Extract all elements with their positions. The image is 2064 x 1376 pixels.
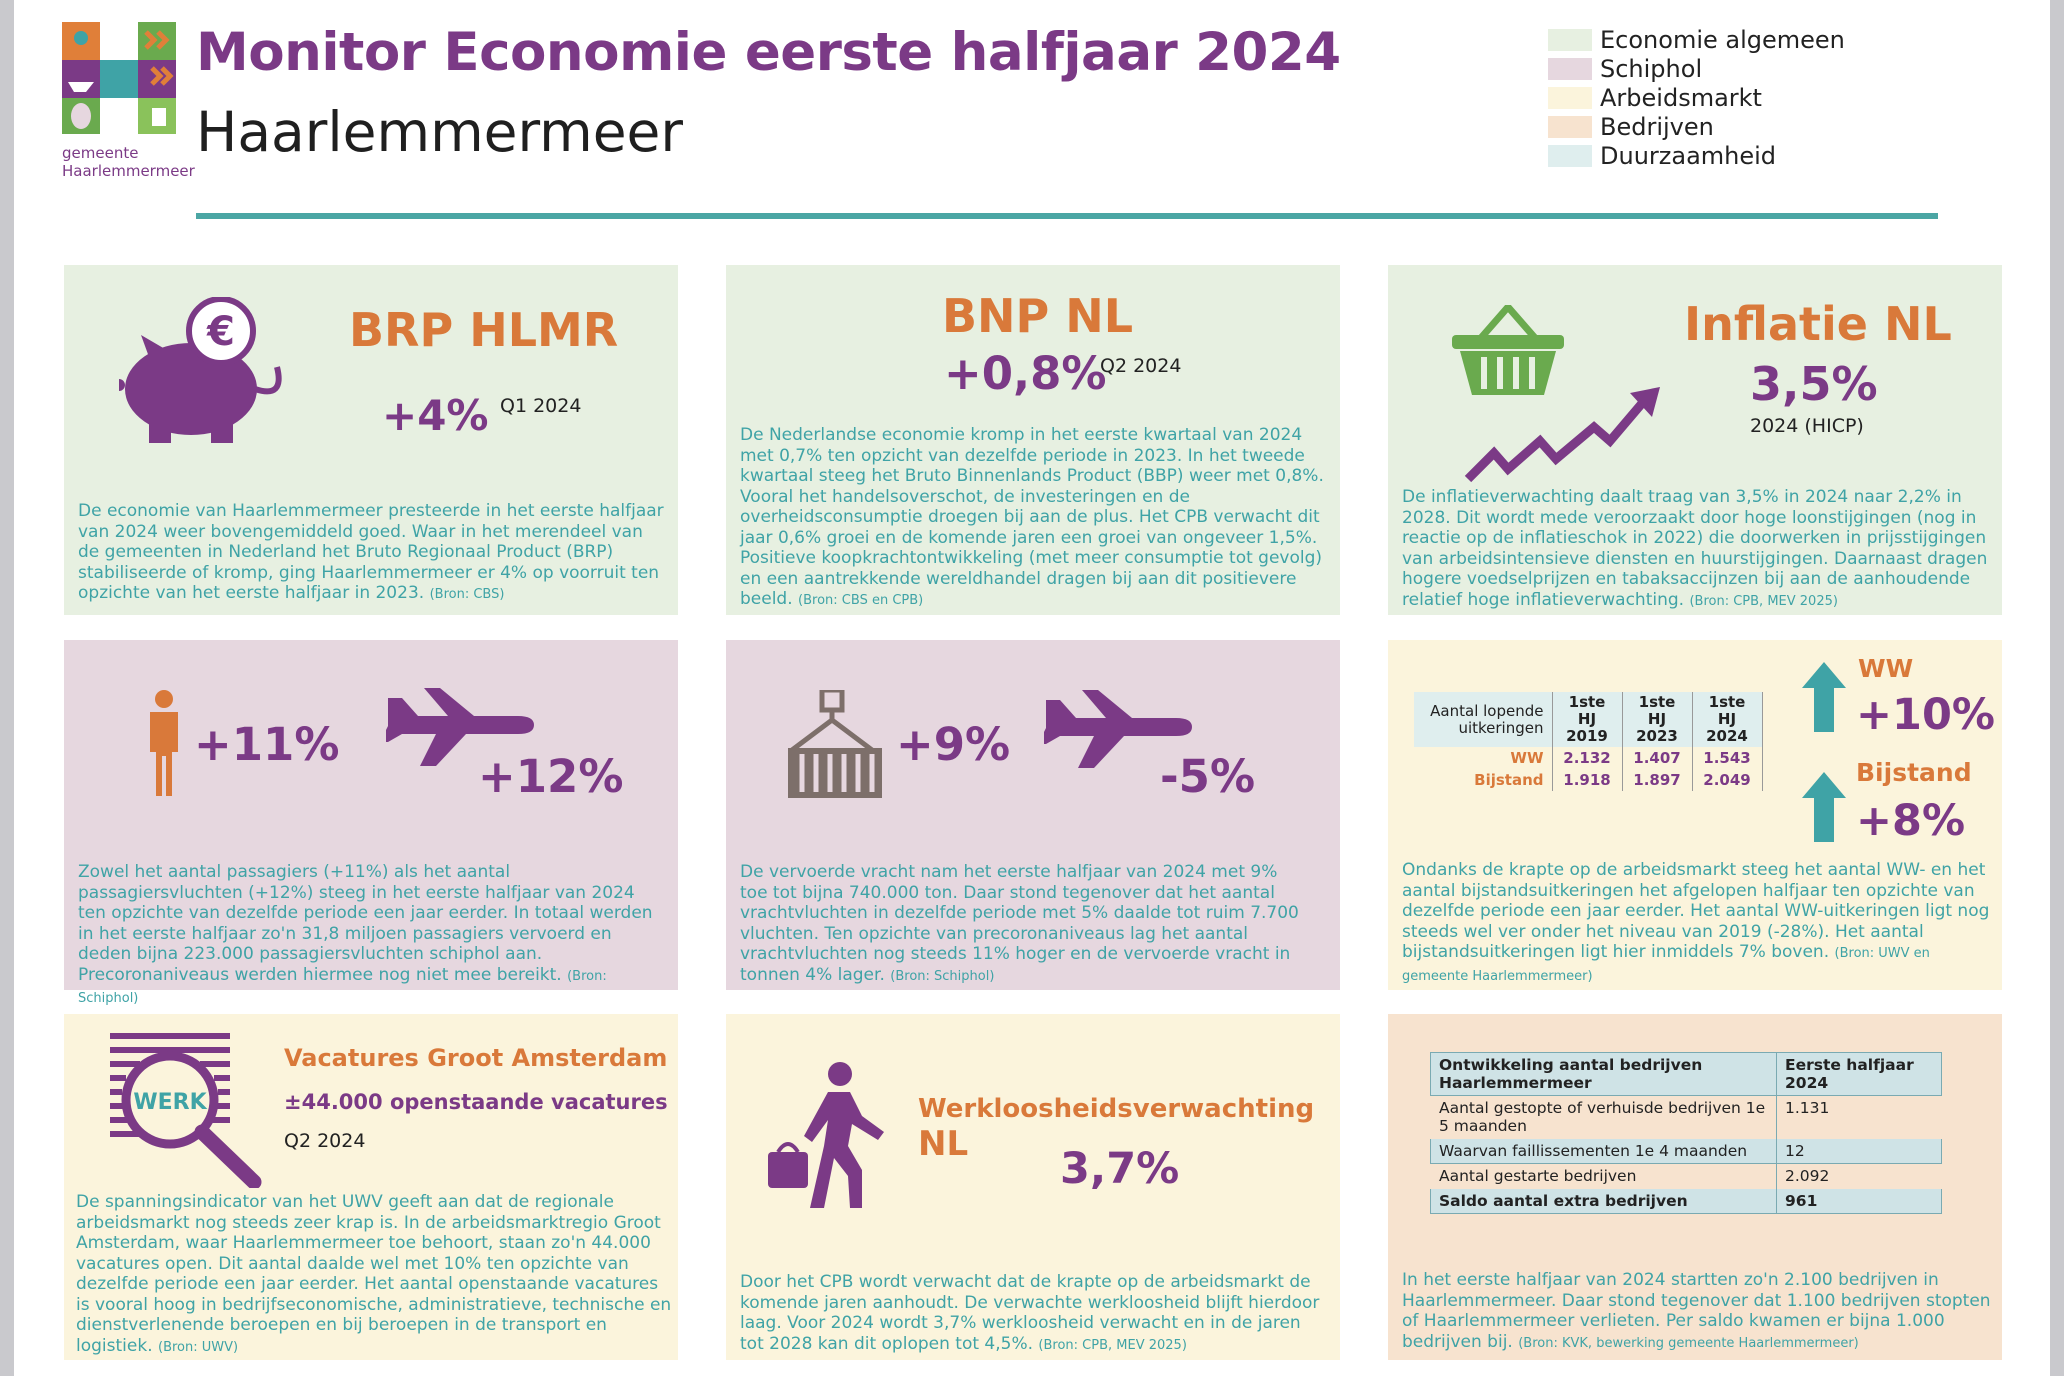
panel-inflatie (1388, 265, 2002, 615)
vacatures-text-body: De spanningsindicator van het UWV geeft aan dat de regionale arbeidsmarkt nog steeds zeer krap is. In de arbeidsmarktregio Groot Amsterdam, waar Haarlemmermeer toe behoort, staan zo'n 44.000 vacatures open. Dit aantal daalde wel met 10% ten opzichte van dezelfde periode een jaar eerder. Het aantal openstaande vacatures is vooral hoog in bedrijfseconomische, administratieve, technische en dienstverlenende beroepen en bij beroepen in de transport en logistiek. (76, 1192, 672, 1356)
trend-up-icon (1464, 383, 1664, 483)
row-label: Aantal gestarte bedrijven (1431, 1164, 1777, 1189)
vacatures-period: Q2 2024 (284, 1130, 366, 1152)
uitkeringen-source: (Bron: UWV en gemeente Haarlemmermeer) (1402, 946, 1930, 984)
bedrijven-source: (Bron: KVK, bewerking gemeente Haarlemmermeer) (1518, 1335, 1859, 1351)
werkloosheid-source: (Bron: CPB, MEV 2025) (1038, 1337, 1187, 1353)
werkloosheid-text (740, 1272, 1320, 1356)
legend-swatch (1548, 87, 1592, 109)
brp-value: +4% (382, 391, 489, 440)
passengers-value: +11% (194, 718, 340, 771)
legend-label: Bedrijven (1600, 112, 1714, 141)
table-header-row (1414, 692, 1762, 747)
table-row (1431, 1096, 1942, 1139)
panel-uitkeringen (1388, 640, 2002, 990)
bnp-source: (Bron: CBS en CPB) (798, 593, 924, 608)
werkloosheid-title: Werkloosheidsverwachting (918, 1094, 1315, 1124)
brp-period: Q1 2024 (500, 395, 582, 417)
table-header-cell: 1ste HJ 2019 (1552, 692, 1622, 747)
svg-text:€: € (207, 309, 235, 355)
container-icon (786, 690, 886, 800)
logo-text-gemeente: gemeente (62, 144, 139, 162)
cell-value: 12 (1777, 1139, 1942, 1164)
passagiers-text-body: Zowel het aantal passagiers (+11%) als het aantal passagiersvluchten (+12%) steeg in het eerste halfjaar van 2024 ten opzichte van dezelfde periode een jaar eerder. In totaal werden in het eerste halfjaar zo'n 31,8 miljoen passagiers vervoerd en deden bijna 223.000 passagiersvluchten schiphol aan. Precoronaniveaus werden hiermee nog niet mee bereikt. (78, 862, 653, 985)
cargo-value: +9% (896, 718, 1011, 771)
panel-passagiers (64, 640, 678, 1006)
werkloosheid-value: 3,7% (1060, 1144, 1180, 1194)
bedrijven-text (1402, 1270, 1994, 1354)
legend-swatch (1548, 145, 1592, 167)
ww-value: +10% (1856, 690, 1995, 740)
row-label: Bijstand (1414, 769, 1552, 791)
cell-value: 2.092 (1785, 1167, 1830, 1185)
passagiers-text (78, 862, 668, 1010)
bnp-text (740, 425, 1330, 612)
legend-swatch (1548, 58, 1592, 80)
legend-item (1548, 83, 1868, 112)
row-label: WW (1414, 747, 1552, 769)
logo-text-haarlemmermeer: Haarlemmermeer (62, 162, 195, 180)
bedrijven-text-body: In het eerste halfjaar van 2024 startten zo'n 2.100 bedrijven in Haarlemmermeer. Daar stond tegenover dat 1.100 bedrijven stopten of Haarlemmermeer verlieten. Per saldo kwamen er bijna 1.000 bedrijven bij. (1402, 1270, 1991, 1352)
infographic-page (14, 0, 2050, 1376)
cell-value: 1.897 (1622, 769, 1692, 791)
brp-title: BRP HLMR (349, 303, 619, 357)
bnp-period: Q2 2024 (1100, 355, 1182, 377)
ww-label: WW (1858, 654, 1914, 683)
table-header-row (1431, 1053, 1942, 1096)
person-icon (146, 690, 182, 796)
title-underline (196, 213, 1938, 219)
werk-label: WERK (133, 1090, 207, 1115)
vracht-text-body: De vervoerde vracht nam het eerste halfjaar van 2024 met 9% toe tot bijna 740.000 ton. Daar stond tegenover dat het aantal vrachtvluchten in dezelfde periode met 5% daalde tot ruim 7.700 vluchten. Ten opzichte van precoronaniveaus lag het aantal vrachtvluchten nog steeds 11% hoger en de vervoerde vracht in tonnen 4% lager. (740, 862, 1299, 985)
werkloosheid-title-suffix: NL (918, 1124, 969, 1164)
arrow-up-icon (1802, 772, 1846, 842)
brp-source: (Bron: CBS) (429, 587, 505, 602)
gemeente-logo (62, 22, 195, 180)
walking-person-bag-icon (766, 1060, 896, 1210)
table-row (1414, 747, 1762, 769)
table-header-cell: 1ste HJ 2024 (1692, 692, 1762, 747)
passagiers-source: (Bron: Schiphol) (78, 968, 607, 1006)
page-subtitle: Haarlemmermeer (196, 100, 683, 164)
cell-value: 1.918 (1552, 769, 1622, 791)
uitkeringen-text (1402, 860, 1994, 987)
panel-brp (64, 265, 678, 615)
bijstand-value: +8% (1856, 796, 1966, 846)
page-title: Monitor Economie eerste halfjaar 2024 (196, 22, 1341, 83)
table-header-cell: Eerste halfjaar 2024 (1777, 1053, 1942, 1096)
row-label: Saldo aantal extra bedrijven (1431, 1189, 1777, 1214)
legend-swatch (1548, 116, 1592, 138)
werkloosheid-text-body: Door het CPB wordt verwacht dat de krapte op de arbeidsmarkt de komende jaren aanhoudt. De verwachte werkloosheid blijft hierdoor laag. Voor 2024 wordt 3,7% werkloosheid verwacht en in de jaren tot 2028 kan dit oplopen tot 4,5%. (740, 1272, 1320, 1354)
vracht-source: (Bron: Schiphol) (890, 968, 995, 984)
cell-value: 961 (1777, 1189, 1942, 1214)
cell-value: 2.132 (1552, 747, 1622, 769)
uitkeringen-text-body: Ondanks de krapte op de arbeidsmarkt steeg het aantal WW- en het aantal bijstandsuitkeringen het afgelopen halfjaar ten opzichte van dezelfde periode een jaar eerder. Het aantal WW-uitkeringen ligt nog steeds wel ver onder het niveau van 2019 (-28%). Het aantal bijstandsuitkeringen ligt hier inmiddels 7% boven. (1402, 860, 1990, 962)
vacatures-source: (Bron: UWV) (158, 1339, 239, 1355)
cell-value: 1.543 (1692, 747, 1762, 769)
legend-label: Duurzaamheid (1600, 141, 1777, 170)
row-label: Waarvan faillissementen 1e 4 maanden (1431, 1139, 1777, 1164)
bnp-text-body: De Nederlandse economie kromp in het eerste kwartaal van 2024 met 0,7% ten opzicht van dezelfde periode in 2023. In het tweede kwartaal steeg het Bruto Binnenlands Product (BBP) weer met 0,8%. Vooral het handelsoverschot, de investeringen en de overheidsconsumptie droegen bij aan de plus. Het CPB verwacht dit jaar 0,6% groei en de komende jaren een groei van ongeveer 1,5%. Positieve koopkrachtontwikkeling (met meer consumptie tot gevolg) en een aantrekkende wereldhandel dragen bij aan dit positievere beeld. (740, 425, 1324, 609)
legend-label: Economie algemeen (1600, 25, 1845, 54)
panel-bedrijven (1388, 1014, 2002, 1360)
inflatie-value: 3,5% (1750, 357, 1878, 411)
cell-value: 2.049 (1692, 769, 1762, 791)
brp-text (78, 501, 668, 606)
magnifier-werk-icon (106, 1032, 266, 1188)
vacatures-value: ±44.000 openstaande vacatures (284, 1090, 668, 1114)
legend-item (1548, 54, 1868, 83)
legend-item (1548, 112, 1868, 141)
bijstand-label: Bijstand (1856, 758, 1972, 787)
cell-value: 1.131 (1785, 1099, 1830, 1117)
inflatie-period: 2024 (HICP) (1750, 415, 1864, 437)
legend-label: Schiphol (1600, 54, 1703, 83)
inflatie-text-body: De inflatieverwachting daalt traag van 3,5% in 2024 naar 2,2% in 2028. Dit wordt mede veroorzaakt door hoge loonstijgingen (nog in reactie op de inflatieschok in 2022) die doorwerken in prijsstijgingen van arbeidsintensieve diensten en huurstijgingen. Daarnaast dragen hogere voedselprijzen en tabaksaccijnzen bij aan de aanhoudende relatief hoge inflatieverwachting. (1402, 487, 1988, 610)
cargo-flights-value: -5% (1160, 750, 1256, 803)
table-header-cell: Ontwikkeling aantal bedrijven Haarlemmermeer (1431, 1053, 1777, 1096)
table-row (1431, 1139, 1942, 1164)
legend-label: Arbeidsmarkt (1600, 83, 1762, 112)
cell-value: 1.407 (1622, 747, 1692, 769)
inflatie-title: Inflatie NL (1684, 297, 1952, 351)
table-row (1431, 1189, 1942, 1214)
table-row (1414, 769, 1762, 791)
panel-vacatures (64, 1014, 678, 1360)
panel-bnp (726, 265, 1340, 615)
legend (1548, 25, 1868, 170)
bedrijven-table (1430, 1052, 1942, 1214)
legend-item (1548, 141, 1868, 170)
bnp-value: +0,8% (944, 347, 1107, 400)
bnp-title: BNP NL (942, 289, 1134, 343)
row-label: Aantal gestopte of verhuisde bedrijven 1e 5 maanden (1431, 1096, 1777, 1139)
inflatie-source: (Bron: CPB, MEV 2025) (1689, 593, 1838, 609)
legend-item (1548, 25, 1868, 54)
table-header-cell: Aantal lopende uitkeringen (1414, 692, 1552, 747)
table-row (1431, 1164, 1942, 1189)
flights-value: +12% (478, 750, 624, 803)
legend-swatch (1548, 29, 1592, 51)
uitkeringen-table (1414, 692, 1763, 791)
vracht-text (740, 862, 1310, 987)
panel-vracht (726, 640, 1340, 990)
piggy-bank-euro-icon (119, 297, 299, 447)
panel-werkloosheid (726, 1014, 1340, 1360)
table-header-cell: 1ste HJ 2023 (1622, 692, 1692, 747)
arrow-up-icon (1802, 662, 1846, 732)
vacatures-title: Vacatures Groot Amsterdam (284, 1044, 668, 1072)
inflatie-text (1402, 487, 1994, 612)
brp-text-body: De economie van Haarlemmermeer presteerde in het eerste halfjaar van 2024 weer bovengemiddeld goed. Waar in het merendeel van de gemeenten in Nederland het Bruto Regionaal Product (BRP) stabiliseerde of kromp, ging Haarlemmermeer er 4% op voorruit ten opzichte van het eerste halfjaar in 2023. (78, 501, 664, 603)
vacatures-text (76, 1192, 672, 1358)
